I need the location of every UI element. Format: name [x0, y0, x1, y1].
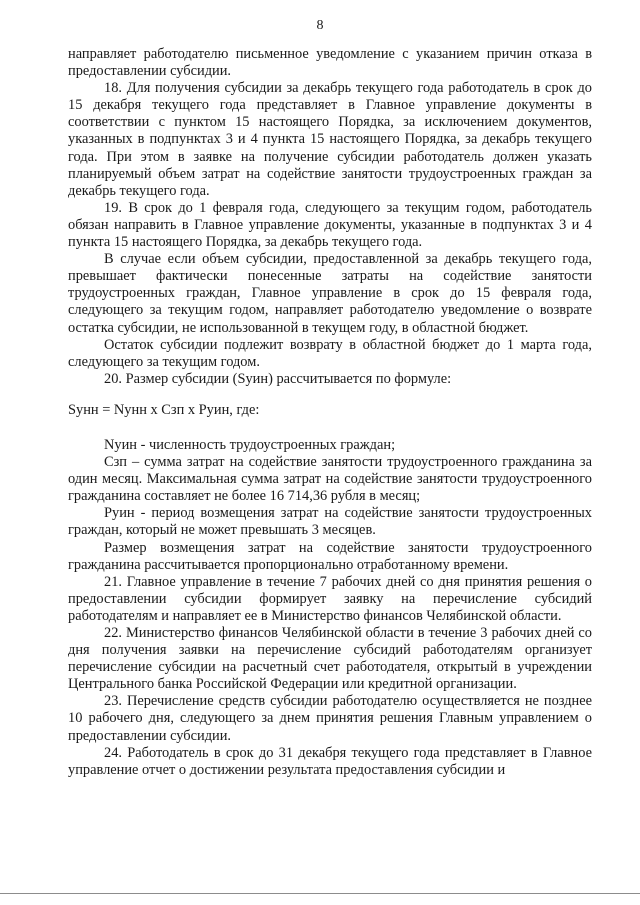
paragraph-item-18: 18. Для получения субсидии за декабрь текущего года работодатель в срок до 15 декабря текущего года представляет в Главное управление документы в соответствии с пунктом 15 настоящего Порядка, за исключением документов, указанных в подпунктах 3 и 4 пункта 15 настоящего Порядка, за декабрь текущего года. При этом в заявке на получение субсидии работодатель должен указать планируемый объем затрат на содействие занятости трудоустроенных граждан за декабрь текущего года. [68, 80, 592, 199]
document-body [68, 46, 592, 779]
paragraph-item-24: 24. Работодатель в срок до 31 декабря текущего года представляет в Главное управление отчет о достижении результата предоставления субсидии и [68, 744, 592, 778]
paragraph-refund-deadline: Остаток субсидии подлежит возврату в областной бюджет до 1 марта года, следующего за текущим годом. [68, 336, 592, 370]
page-number: 8 [316, 18, 324, 33]
paragraph-continuation: направляет работодателю письменное уведомление с указанием причин отказа в предоставлении субсидии. [68, 46, 592, 80]
paragraph-item-19: 19. В срок до 1 февраля года, следующего за текущим годом, работодатель обязан направить в Главное управление документы, указанные в подпунктах 3 и 4 пункта 15 настоящего Порядка, за декабрь текущего года. [68, 199, 592, 251]
definition-nuin: Nуин - численность трудоустроенных граждан; [104, 436, 396, 453]
paragraph-item-22: 22. Министерство финансов Челябинской области в течение 3 рабочих дней со дня получения заявки на перечисление субсидий работодателям организует перечисление субсидии на расчетный счет работодателя, открытый в учреждении Центрального банка Российской Федерации или кредитной организации. [68, 625, 592, 693]
definition-szp: Сзп – сумма затрат на содействие занятости трудоустроенного гражданина за один месяц. Максимальная сумма затрат на содействие занятости трудоустроенного гражданина составляет не более 16 714,36 рубля в месяц; [68, 454, 592, 505]
paragraph-item-20: 20. Размер субсидии (Sуин) рассчитывается по формуле: [104, 370, 452, 387]
paragraph-item-23: 23. Перечисление средств субсидии работодателю осуществляется не позднее 10 рабочего дня, следующего за днем принятия решения Главным управлением о предоставлении субсидии. [68, 693, 592, 744]
subsidy-formula: Sунн = Nунн х Сзп х Руин, где: [68, 401, 260, 418]
paragraph-proportional: Размер возмещения затрат на содействие занятости трудоустроенного гражданина рассчитывается пропорционально отработанному времени. [68, 539, 592, 573]
paragraph-item-21: 21. Главное управление в течение 7 рабочих дней со дня принятия решения о предоставлении субсидии формирует заявку на перечисление субсидий работодателям и направляет ее в Министерство финансов Челябинской области. [68, 573, 592, 624]
definition-ruin: Руин - период возмещения затрат на содействие занятости трудоустроенных граждан, который не может превышать 3 месяцев. [68, 505, 592, 539]
page-bottom-rule [0, 893, 640, 894]
paragraph-refund-case: В случае если объем субсидии, предоставленной за декабрь текущего года, превышает фактически понесенные затраты на содействие занятости трудоустроенных граждан, Главное управление в срок до 15 февраля года, следующего за текущим годом, направляет работодателю уведомление о возврате остатка субсидии, не использованной в текущем году, в областной бюджет. [68, 251, 592, 336]
